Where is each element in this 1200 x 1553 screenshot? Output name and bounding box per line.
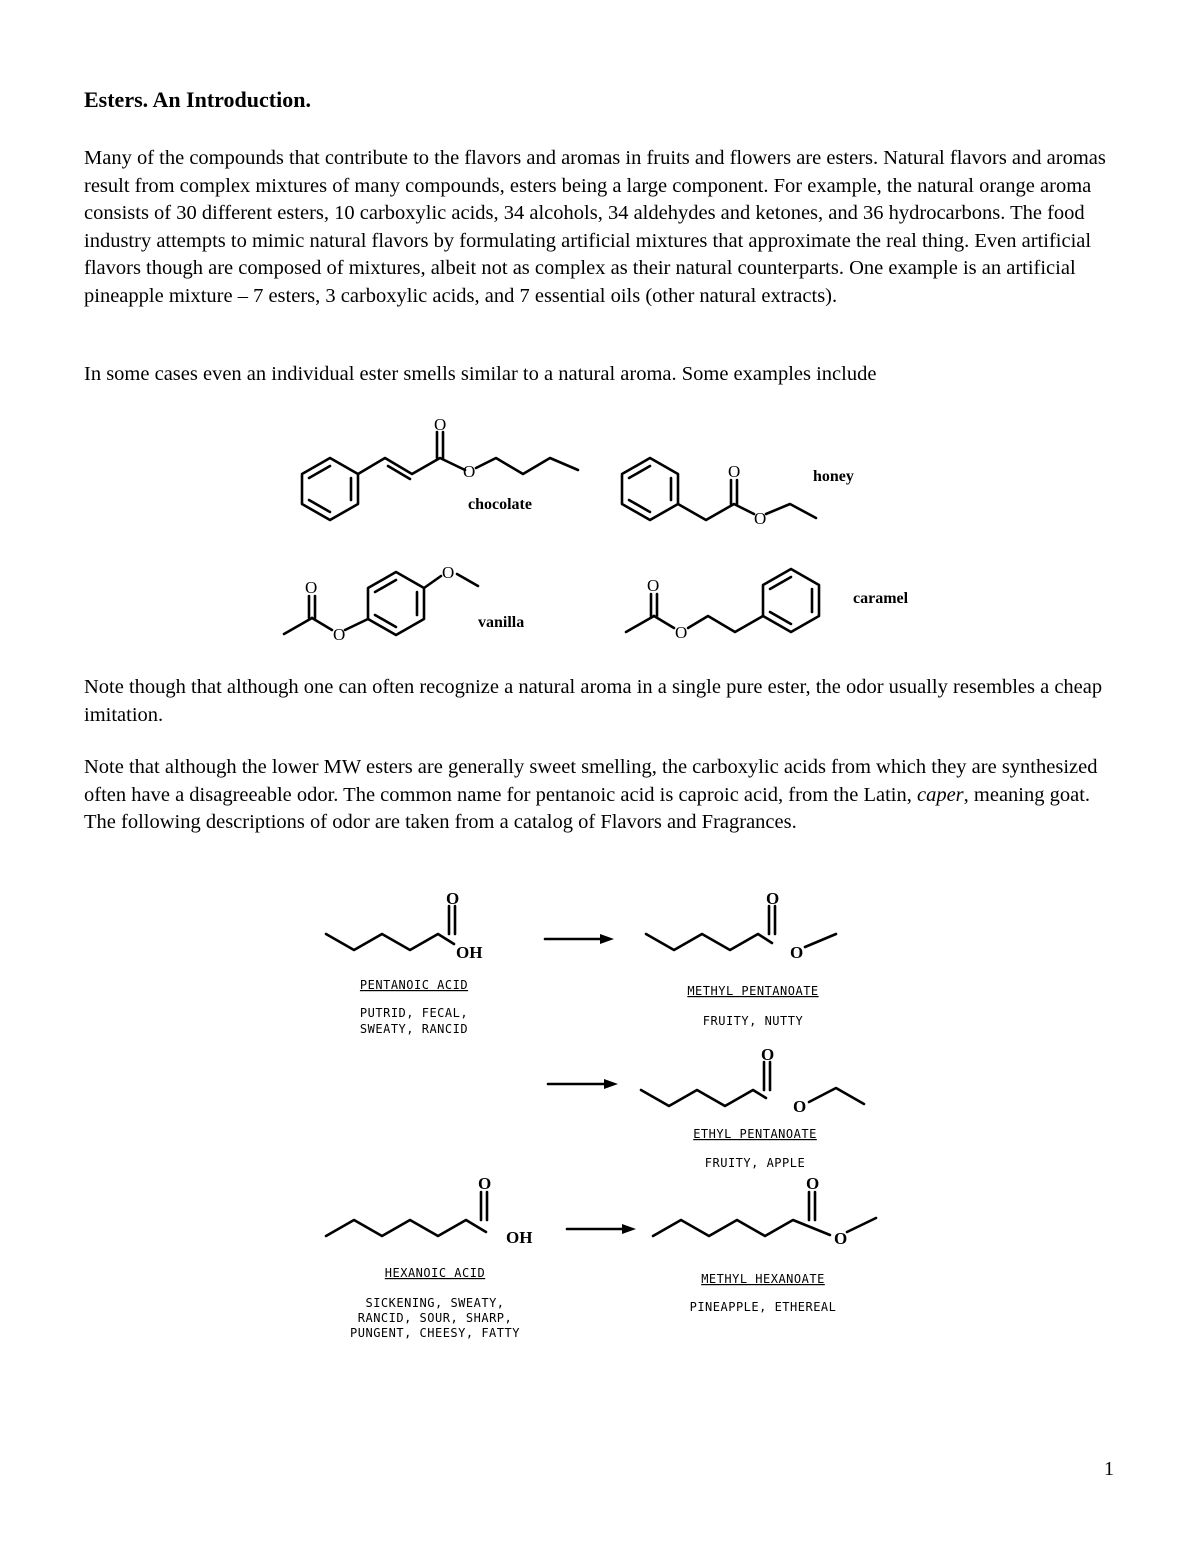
methyl-bond [847,1218,876,1232]
oxygen-atom: O [754,509,767,528]
methyl-hexanoate-structure [653,1174,876,1314]
compound-name: HEXANOIC ACID [384,1266,486,1280]
oxygen-atom: O [834,1229,848,1248]
reaction-arrow [567,1224,636,1234]
oxygen-atom: O [675,623,688,642]
intro-paragraph: Many of the compounds that contribute to the flavors and aromas in fruits and flowers are esters. Natural flavors and aromas result from complex mixtures of many compounds, esters being a large component. For example, the natural orange aroma consists of 30 different esters, 10 carboxylic acids, 34 alcohols, 34 aldehydes and ketones, and 36 hydrocarbons. The food industry attempts to mimic natural flavors by formulating artificial mixtures that approximate the real thing. Even artificial flavors though are composed of mixtures, albeit not as complex as their natural counterparts. One example is an artificial pineapple mixture – 7 esters, 3 carboxylic acids, and 7 essential oils (other natural extracts). [84,147,1106,307]
odor-description: RANCID, SOUR, SHARP, [357,1311,513,1325]
reaction-arrow [545,934,614,944]
oxygen-atom: O [647,576,660,595]
odor-description: SICKENING, SWEATY, [365,1296,505,1310]
odor-description: FRUITY, APPLE [704,1156,806,1170]
compound-name: METHYL PENTANOATE [687,984,819,998]
odor-description: PINEAPPLE, ETHEREAL [689,1300,837,1314]
carbon-chain [646,934,772,950]
compound-name: PENTANOIC ACID [359,978,469,992]
paragraph-text: , meaning goat. The following descriptions of odor are taken from a catalog of Flavors and Fragrances. [84,783,1091,833]
odor-description: PUTRID, FECAL, [359,1006,469,1020]
pentanoic-acid-structure [326,889,482,1036]
odor-description: FRUITY, NUTTY [702,1014,804,1028]
page-number: 1 [1104,1458,1114,1480]
oxygen-atom: O [442,563,455,582]
oxygen-atom: O [806,1174,820,1193]
carbon-chain [653,1220,830,1236]
oxygen-atom: O [790,943,804,962]
ethyl-pentanoate-structure [641,1045,864,1170]
hexanoic-acid-structure [326,1174,532,1340]
oxygen-atom: O [446,889,460,908]
imitation-note-paragraph: Note though that although one can often recognize a natural aroma in a single pure ester, the odor usually resembles a cheap imitation. [84,676,1103,726]
oxygen-atom: O [761,1045,775,1064]
chocolate-label: chocolate [468,496,532,513]
carbon-chain [326,934,454,950]
oxygen-atom: O [793,1097,807,1116]
methyl-bond [805,934,836,947]
oxygen-atom: O [766,889,780,908]
carbon-chain [326,1220,486,1236]
hydroxyl-group: OH [456,943,483,962]
oxygen-atom: O [478,1174,492,1193]
compound-name: METHYL HEXANOATE [701,1272,825,1286]
caramel-label: caramel [853,590,909,607]
odor-description: PUNGENT, CHEESY, FATTY [350,1326,520,1340]
reaction-arrow [548,1079,618,1089]
methyl-pentanoate-structure [646,889,836,1028]
paragraph-text: Note that although the lower MW esters are generally sweet smelling, the carboxylic acids from which they are synthesized often have a disagreeable odor. The common name for pentanoic acid is caproic acid, from the Latin, [84,756,1098,806]
examples-paragraph: In some cases even an individual ester smells similar to a natural aroma. Some examples include [84,363,877,385]
oxygen-atom: O [333,625,346,644]
honey-label: honey [813,468,854,485]
oxygen-atom: O [434,415,447,434]
vanilla-label: vanilla [478,614,525,631]
compound-name: ETHYL PENTANOATE [693,1127,817,1141]
carbon-chain [641,1090,766,1106]
oxygen-atom: O [728,462,741,481]
odor-description: SWEATY, RANCID [359,1022,469,1036]
oxygen-atom: O [305,578,318,597]
page-title: Esters. An Introduction. [84,87,311,112]
oxygen-atom: O [463,462,476,481]
latin-term: caper [916,783,964,806]
ethyl-chain [809,1088,864,1104]
hydroxyl-group: OH [506,1228,533,1247]
